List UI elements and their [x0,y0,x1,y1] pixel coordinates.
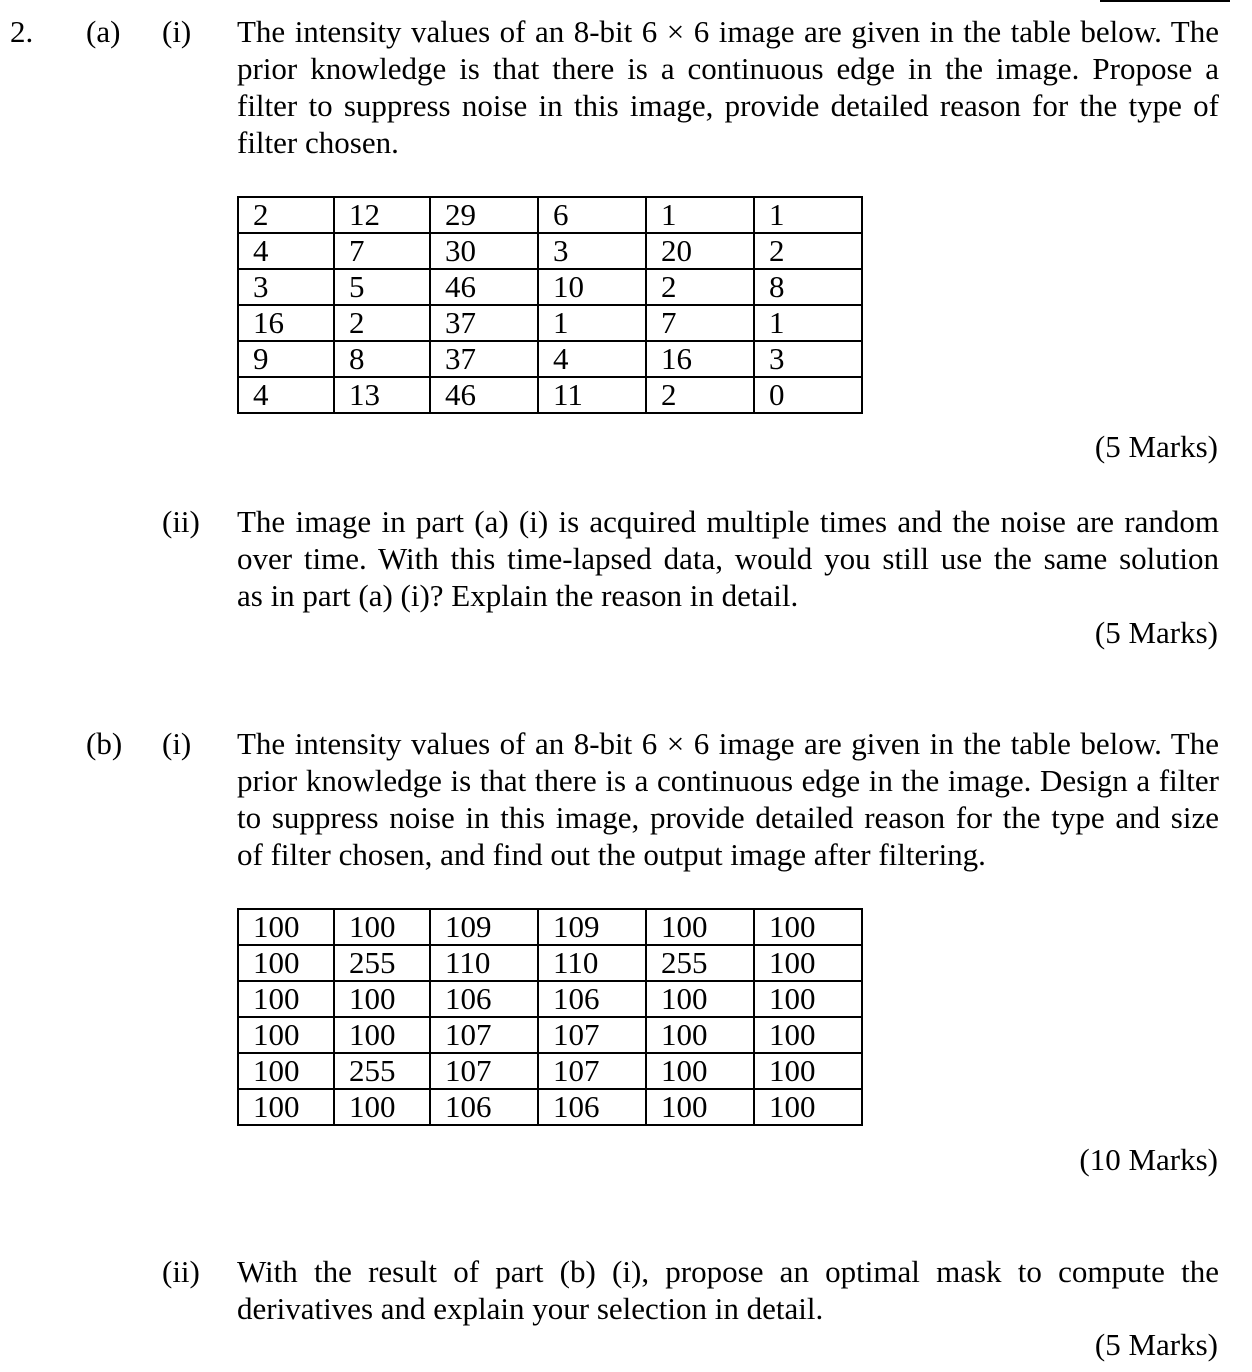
table-b-cell: 100 [238,909,334,945]
table-b-cell: 100 [754,981,862,1017]
table-a-cell: 5 [334,269,430,305]
table-b-cell: 100 [238,945,334,981]
table-a-cell: 3 [754,341,862,377]
table-a-cell: 46 [430,269,538,305]
table-a-cell: 0 [754,377,862,413]
table-b-cell: 255 [334,1053,430,1089]
intensity-table-b [237,908,863,1126]
part-b-ii-label: (ii) [162,1254,200,1289]
part-b-i-line-2: prior knowledge is that there is a continuous edge in the image. Design a filter [237,763,1219,798]
table-a-cell: 2 [646,377,754,413]
table-a-cell: 30 [430,233,538,269]
table-a-cell: 46 [430,377,538,413]
table-b-cell: 100 [238,1089,334,1125]
table-a-cell: 8 [334,341,430,377]
header-fragment-line [1100,0,1230,8]
intensity-table-a [237,196,863,414]
table-a-row [238,341,862,377]
table-b-cell: 100 [646,1053,754,1089]
part-b-ii-text [237,1253,1219,1327]
table-b-cell: 106 [430,981,538,1017]
table-a-cell: 29 [430,197,538,233]
table-b-row [238,945,862,981]
table-a-cell: 8 [754,269,862,305]
table-b-row [238,1089,862,1125]
table-a-cell: 1 [538,305,646,341]
table-a-row [238,233,862,269]
table-b-cell: 100 [238,981,334,1017]
part-b-i-line-4: of filter chosen, and find out the output image after filtering. [237,837,986,872]
table-b-cell: 110 [538,945,646,981]
table-b-cell: 100 [754,1017,862,1053]
part-b-i-line-3: to suppress noise in this image, provide detailed reason for the type and size [237,800,1219,835]
part-a-label: (a) [86,14,121,49]
table-a-cell: 11 [538,377,646,413]
table-b-row [238,909,862,945]
table-a-cell: 2 [238,197,334,233]
table-b-row [238,1053,862,1089]
question-number: 2. [10,14,34,49]
table-a-cell: 7 [334,233,430,269]
table-a-cell: 37 [430,341,538,377]
table-b-cell: 109 [538,909,646,945]
table-b-cell: 100 [238,1017,334,1053]
part-a-ii-line-2: over time. With this time-lapsed data, would you still use the same solution [237,541,1219,576]
table-a-cell: 2 [646,269,754,305]
table-b-row [238,1017,862,1053]
part-a-ii-line-1: The image in part (a) (i) is acquired multiple times and the noise are random [237,504,1219,539]
table-b-cell: 107 [538,1053,646,1089]
table-a-cell: 1 [646,197,754,233]
table-b-cell: 107 [538,1017,646,1053]
table-b-cell: 100 [646,1017,754,1053]
table-a-cell: 16 [238,305,334,341]
table-a-cell: 3 [538,233,646,269]
part-a-ii-marks: (5 Marks) [1094,615,1218,650]
table-b-cell: 100 [754,945,862,981]
table-b-cell: 255 [646,945,754,981]
table-b-cell: 100 [334,909,430,945]
part-b-i-line-1: The intensity values of an 8-bit 6 × 6 image are given in the table below. The [237,726,1219,761]
table-b-cell: 100 [334,1089,430,1125]
table-a-cell: 20 [646,233,754,269]
table-b-cell: 106 [430,1089,538,1125]
table-a-row [238,305,862,341]
part-a-i-line-4: filter chosen. [237,125,399,160]
part-a-i-text [237,13,1219,161]
table-b-cell: 106 [538,1089,646,1125]
table-b-cell: 109 [430,909,538,945]
part-a-i-label: (i) [162,14,192,49]
table-a-cell: 2 [754,233,862,269]
part-b-ii-line-1: With the result of part (b) (i), propose an optimal mask to compute the [237,1254,1219,1289]
table-a-cell: 3 [238,269,334,305]
table-b-cell: 107 [430,1017,538,1053]
table-b-cell: 100 [646,909,754,945]
table-b-cell: 100 [646,981,754,1017]
table-a-cell: 2 [334,305,430,341]
table-b-cell: 100 [754,1053,862,1089]
table-b-cell: 100 [646,1089,754,1125]
part-a-i-line-3: filter to suppress noise in this image, provide detailed reason for the type of [237,88,1219,123]
part-a-ii-text [237,503,1219,614]
part-b-ii-marks: (5 Marks) [1094,1327,1218,1362]
table-a-cell: 9 [238,341,334,377]
part-b-i-label: (i) [162,726,192,761]
table-b-cell: 100 [334,1017,430,1053]
part-b-ii-line-2: derivatives and explain your selection in detail. [237,1291,824,1326]
table-a-cell: 12 [334,197,430,233]
table-a-cell: 4 [238,377,334,413]
part-a-i-line-2: prior knowledge is that there is a continuous edge in the image. Propose a [237,51,1219,86]
table-b-cell: 100 [754,1089,862,1125]
table-a-cell: 16 [646,341,754,377]
table-b-cell: 100 [754,909,862,945]
table-a-cell: 10 [538,269,646,305]
table-b-cell: 100 [238,1053,334,1089]
table-a-cell: 1 [754,197,862,233]
table-a-cell: 37 [430,305,538,341]
part-a-i-line-1: The intensity values of an 8-bit 6 × 6 image are given in the table below. The [237,14,1219,49]
part-a-ii-label: (ii) [162,504,200,539]
table-a-row [238,269,862,305]
table-a-cell: 7 [646,305,754,341]
part-b-i-text [237,725,1219,873]
table-a-cell: 13 [334,377,430,413]
part-a-i-marks: (5 Marks) [1094,429,1218,464]
table-b-cell: 110 [430,945,538,981]
table-a-row [238,377,862,413]
table-b-cell: 100 [334,981,430,1017]
table-b-cell: 106 [538,981,646,1017]
table-a-cell: 6 [538,197,646,233]
table-a-cell: 4 [538,341,646,377]
table-b-cell: 255 [334,945,430,981]
table-a-cell: 4 [238,233,334,269]
part-b-label: (b) [86,726,123,761]
table-a-cell: 1 [754,305,862,341]
part-b-i-marks: (10 Marks) [1079,1142,1218,1177]
table-b-cell: 107 [430,1053,538,1089]
table-a-row [238,197,862,233]
table-b-row [238,981,862,1017]
part-a-ii-line-3: as in part (a) (i)? Explain the reason in detail. [237,578,799,613]
